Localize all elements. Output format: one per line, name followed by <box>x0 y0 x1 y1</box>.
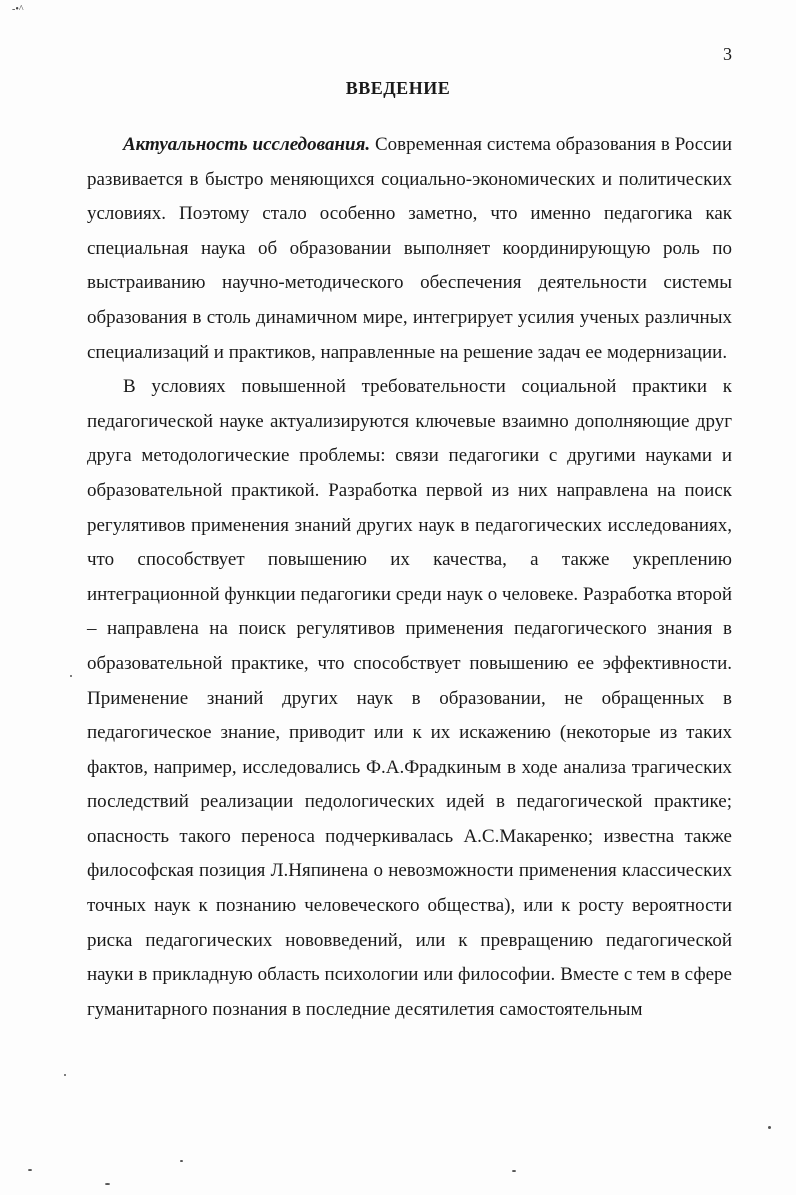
scan-speck <box>28 1169 32 1171</box>
scan-speck <box>64 1074 66 1076</box>
scan-speck <box>180 1160 183 1162</box>
paragraph-conditions <box>87 370 732 1027</box>
scan-speck <box>105 1183 110 1185</box>
body-text <box>87 128 732 1027</box>
paragraph-text: Современная система образования в России развивается в быстро меняющихся социально-экономических и политических условиях. Поэтому стало особенно заметно, что именно педагогика как специальная наука об образовании выполняет координирующую роль по выстраиванию научно-методического обеспечения деятельности системы образования в столь динамичном мире, интегрирует усилия ученых различных специализаций и практиков, направленные на решение задач ее модернизации. <box>87 134 732 363</box>
paragraph-text: В условиях повышенной требовательности социальной практики к педагогической науке актуализируются ключевые взаимно дополняющие друг друга методологические проблемы: связи педагогики с другими науками и образовательной практикой. Разработка первой из них направлена на поиск регулятивов применения знаний других наук в педагогических исследованиях, что способствует повышению их качества, а также укреплению интеграционной функции педагогики среди наук о человеке. Разработка второй – направлена на поиск регулятивов применения педагогического знания в образовательной практике, что способствует повышению ее эффективности. Применение знаний других наук в образовании, не обращенных в педагогическое знание, приводит или к их искажению (некоторые из таких фактов, например, исследовались Ф.А.Фрадкиным в ходе анализа трагических последствий реализации педологических идей в педагогической практике; опасность такого переноса подчеркивалась А.С.Макаренко; известна также философская позиция Л.Няпинена о невозможности применения классических точных наук к познанию человеческого общества), или к росту вероятности риска педагогических нововведений, или к превращению педагогической науки в прикладную область психологии или философии. Вместе с тем в сфере гуманитарного познания в последние десятилетия самостоятельным <box>87 376 732 1020</box>
page-number: 3 <box>723 44 732 64</box>
paragraph-lead: Актуальность исследования. <box>123 134 371 155</box>
section-heading: ВВЕДЕНИЕ <box>345 78 451 98</box>
scan-speck <box>70 675 72 677</box>
paragraph-relevance <box>87 128 732 370</box>
scan-speck <box>512 1170 516 1172</box>
scan-corner-mark: -•^ <box>12 4 24 15</box>
scan-speck <box>768 1126 771 1129</box>
